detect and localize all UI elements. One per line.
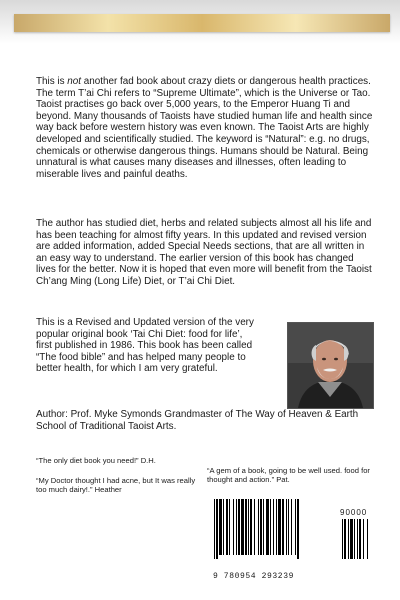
author-credit: Author: Prof. Myke Symonds Grandmaster of The Way of Heaven & Earth School of Traditional Taoist Arts.	[36, 409, 359, 432]
intro-paragraph	[36, 76, 374, 180]
intro-text-start: This is	[36, 76, 68, 87]
intro-emphasis: not	[67, 76, 82, 87]
testimonial-dh: “The only diet book you need!” D.H.	[36, 456, 156, 465]
gold-banner-strip	[14, 14, 390, 32]
author-portrait-image	[288, 323, 373, 408]
isbn-barcode	[208, 495, 386, 559]
testimonial-pat: “A gem of a book, going to be well used. food for thought and action.” Pat.	[207, 466, 370, 484]
revised-version-paragraph: This is a Revised and Updated version of the very popular original book ‘Tai Chi Diet: food for life’, first published in 1986. This book has been called “The food bible” and has helped many people to better health, for which I am very grateful.	[36, 317, 254, 375]
barcode-addon-number: 90000	[340, 508, 368, 517]
author-photo	[287, 322, 374, 409]
isbn-number: 9 780954 293239	[213, 572, 295, 581]
author-study-paragraph: The author has studied diet, herbs and related subjects almost all his life and has been teaching for almost fifty years. In this updated and revised version are added information, added Special Needs sections, that are all written in an easy way to understand. The earlier version of this book has changed lives for the better. Now it is hoped that even more will benefit from the Taoist Ch’ang Ming (Long Life) Diet, or T’ai Chi Diet.	[36, 218, 372, 287]
testimonial-heather: “My Doctor thought I had acne, but It was really too much dairy!.” Heather	[36, 476, 196, 494]
barcode-bars	[208, 495, 386, 559]
intro-text-rest: another fad book about crazy diets or dangerous health practices. The term T’ai Chi refers to “Supreme Ultimate”, which is the Universe or Tao. Taoist practises go back over 5,000 years, to the Emperor Huang Ti and beyond. Many thousands of Taoists have studied human life and health since way back before western history was even known. The Taoist Arts are highly developed and scientifically studied. The keyword is “Natural”: e.g. no drugs, chemicals or otherwise dangerous things. Humans should be Natural. Being unnatural is what causes many diseases and illnesses, often leading to miserable lives and painful deaths.	[36, 76, 373, 180]
